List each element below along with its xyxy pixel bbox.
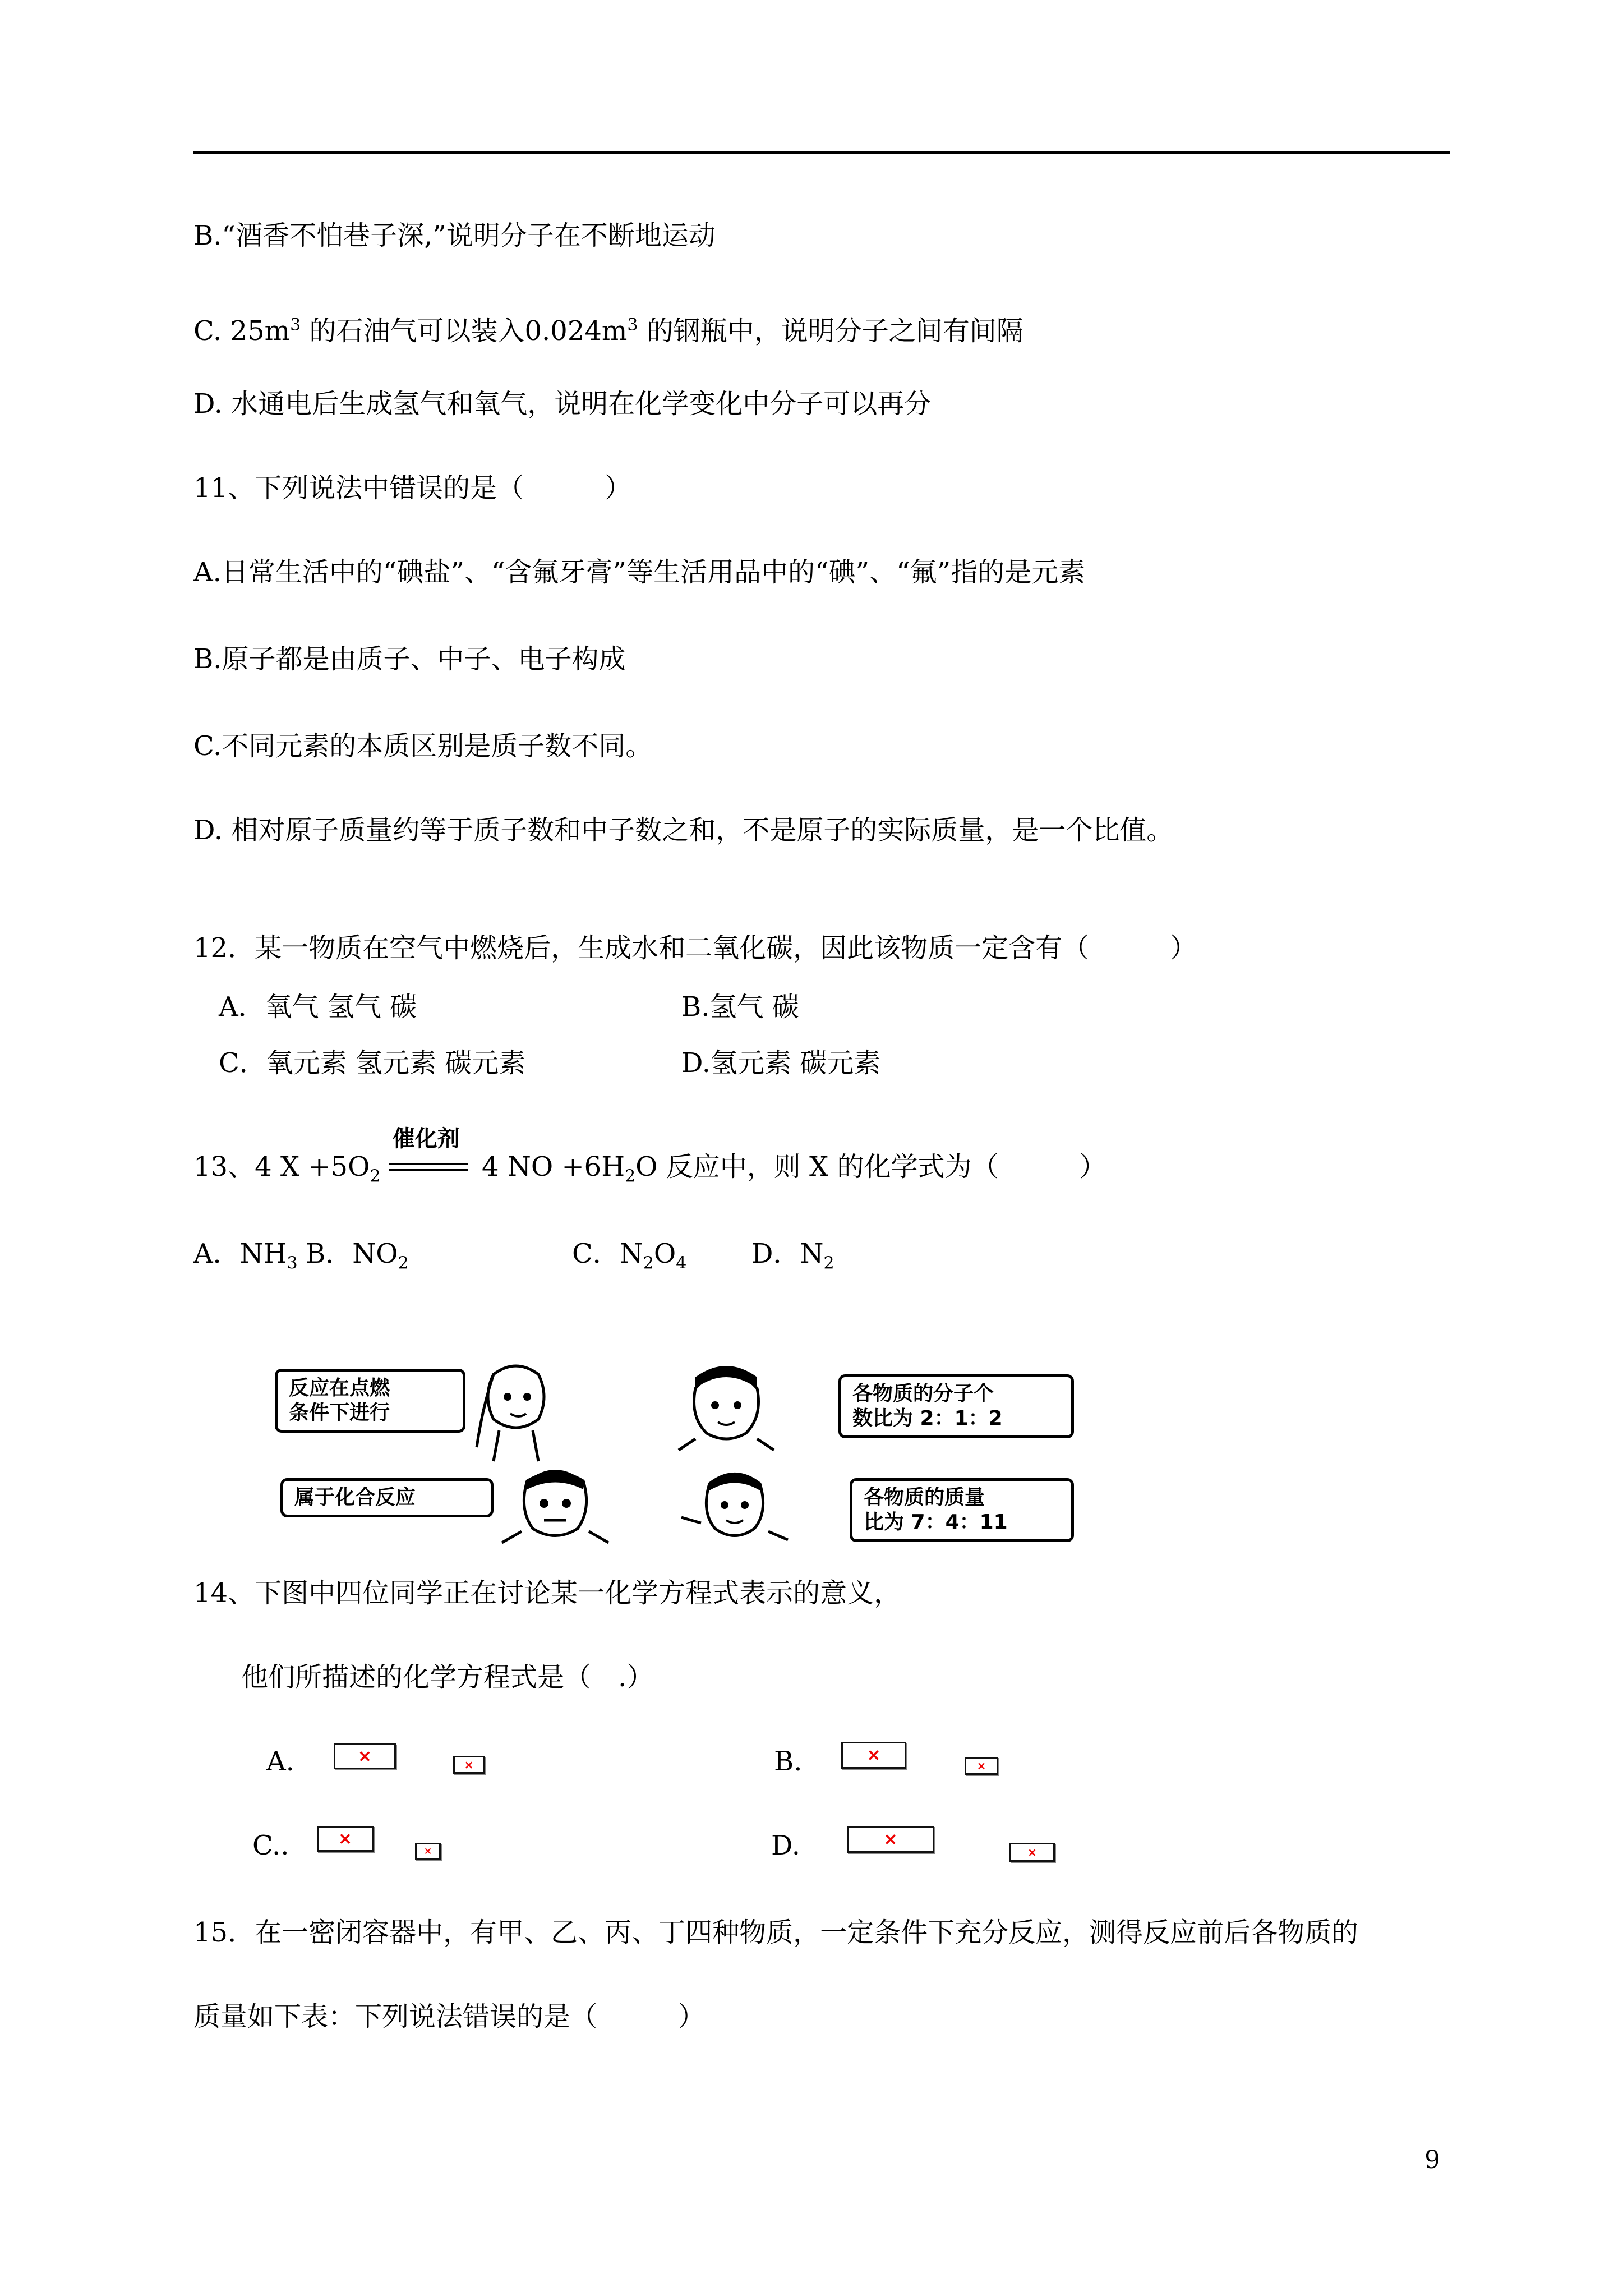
option-b12: B.氢气 碳 bbox=[681, 991, 799, 1023]
option-d13: D．$N_2$ bbox=[751, 1238, 834, 1273]
boy-student-figure-1 bbox=[673, 1355, 780, 1461]
speech-bubble-4: 各物质的质量 比为 7：4：11 bbox=[850, 1478, 1074, 1542]
speech-bubble-3: 属于化合反应 bbox=[280, 1478, 494, 1517]
question-14-continued: 他们所描述的化学方程式是（ .） bbox=[241, 1662, 654, 1693]
broken-image-icon: × bbox=[453, 1756, 485, 1774]
option-c10: C. $25m^3$ 的石油气可以装入$0.024m^3$ 的钢瓶中，说明分子之间有间隔 bbox=[193, 315, 1023, 347]
question-13: 13、4 $X +5O_2$ 催化剂 4 NO $+6H_2O$ 反应中，则 X 的化学式为（ ） bbox=[193, 1150, 1106, 1194]
option-c13: C．$N_2O_4$ bbox=[572, 1238, 687, 1273]
option-c12: C．氧元素 氢元素 碳元素 bbox=[219, 1047, 526, 1079]
option-b11: B.原子都是由质子、中子、电子构成 bbox=[193, 643, 626, 675]
question-14: 14、下图中四位同学正在讨论某一化学方程式表示的意义， bbox=[193, 1577, 901, 1609]
question-12: 12．某一物质在空气中燃烧后，生成水和二氧化碳，因此该物质一定含有（ ） bbox=[193, 932, 1197, 964]
option-b13: B．$NO_2$ bbox=[306, 1238, 409, 1273]
question-15-continued: 质量如下表：下列说法错误的是（ ） bbox=[193, 2001, 706, 2032]
girl-student-figure bbox=[460, 1352, 572, 1464]
speech-bubble-2: 各物质的分子个 数比为 2：1：2 bbox=[838, 1374, 1074, 1438]
catalyst-condition: 催化剂 bbox=[389, 1160, 473, 1194]
option-a12: A．氧气 氢气 碳 bbox=[219, 991, 417, 1023]
header-rule bbox=[193, 151, 1450, 154]
option-a14-label: A. bbox=[266, 1746, 294, 1777]
option-a13: A．$NH_3$ bbox=[193, 1238, 298, 1273]
boy-student-figure-3 bbox=[679, 1461, 791, 1559]
option-b14-label: B. bbox=[774, 1746, 803, 1777]
option-b10: B.“酒香不怕巷子深,”说明分子在不断地运动 bbox=[193, 220, 716, 251]
broken-image-icon: × bbox=[1009, 1843, 1055, 1862]
option-d11: D. 相对原子质量约等于质子数和中子数之和，不是原子的实际质量，是一个比值。 bbox=[193, 815, 1174, 846]
option-d12: D.氢元素 碳元素 bbox=[681, 1047, 881, 1079]
boy-student-figure-2 bbox=[499, 1458, 611, 1559]
question-11: 11、下列说法中错误的是（ ） bbox=[193, 472, 632, 504]
option-a11: A.日常生活中的“碘盐”、“含氟牙膏”等生活用品中的“碘”、“氟”指的是元素 bbox=[193, 556, 1086, 588]
option-d10: D. 水通电后生成氢气和氧气，说明在化学变化中分子可以再分 bbox=[193, 388, 932, 420]
broken-image-icon: × bbox=[847, 1826, 934, 1853]
page-number: 9 bbox=[1424, 2146, 1440, 2174]
broken-image-icon: × bbox=[841, 1742, 906, 1769]
option-c14-label: C.. bbox=[252, 1830, 289, 1861]
question-15: 15．在一密闭容器中，有甲、乙、丙、丁四种物质，一定条件下充分反应，测得反应前后各物质的 bbox=[193, 1917, 1359, 1948]
option-c11: C.不同元素的本质区别是质子数不同。 bbox=[193, 730, 653, 762]
speech-bubble-1: 反应在点燃 条件下进行 bbox=[275, 1369, 465, 1433]
broken-image-icon: × bbox=[334, 1743, 396, 1769]
broken-image-icon: × bbox=[965, 1757, 998, 1775]
broken-image-icon: × bbox=[317, 1826, 374, 1852]
option-d14-label: D. bbox=[771, 1830, 801, 1861]
broken-image-icon: × bbox=[415, 1843, 441, 1860]
discussion-cartoon bbox=[264, 1352, 1088, 1559]
